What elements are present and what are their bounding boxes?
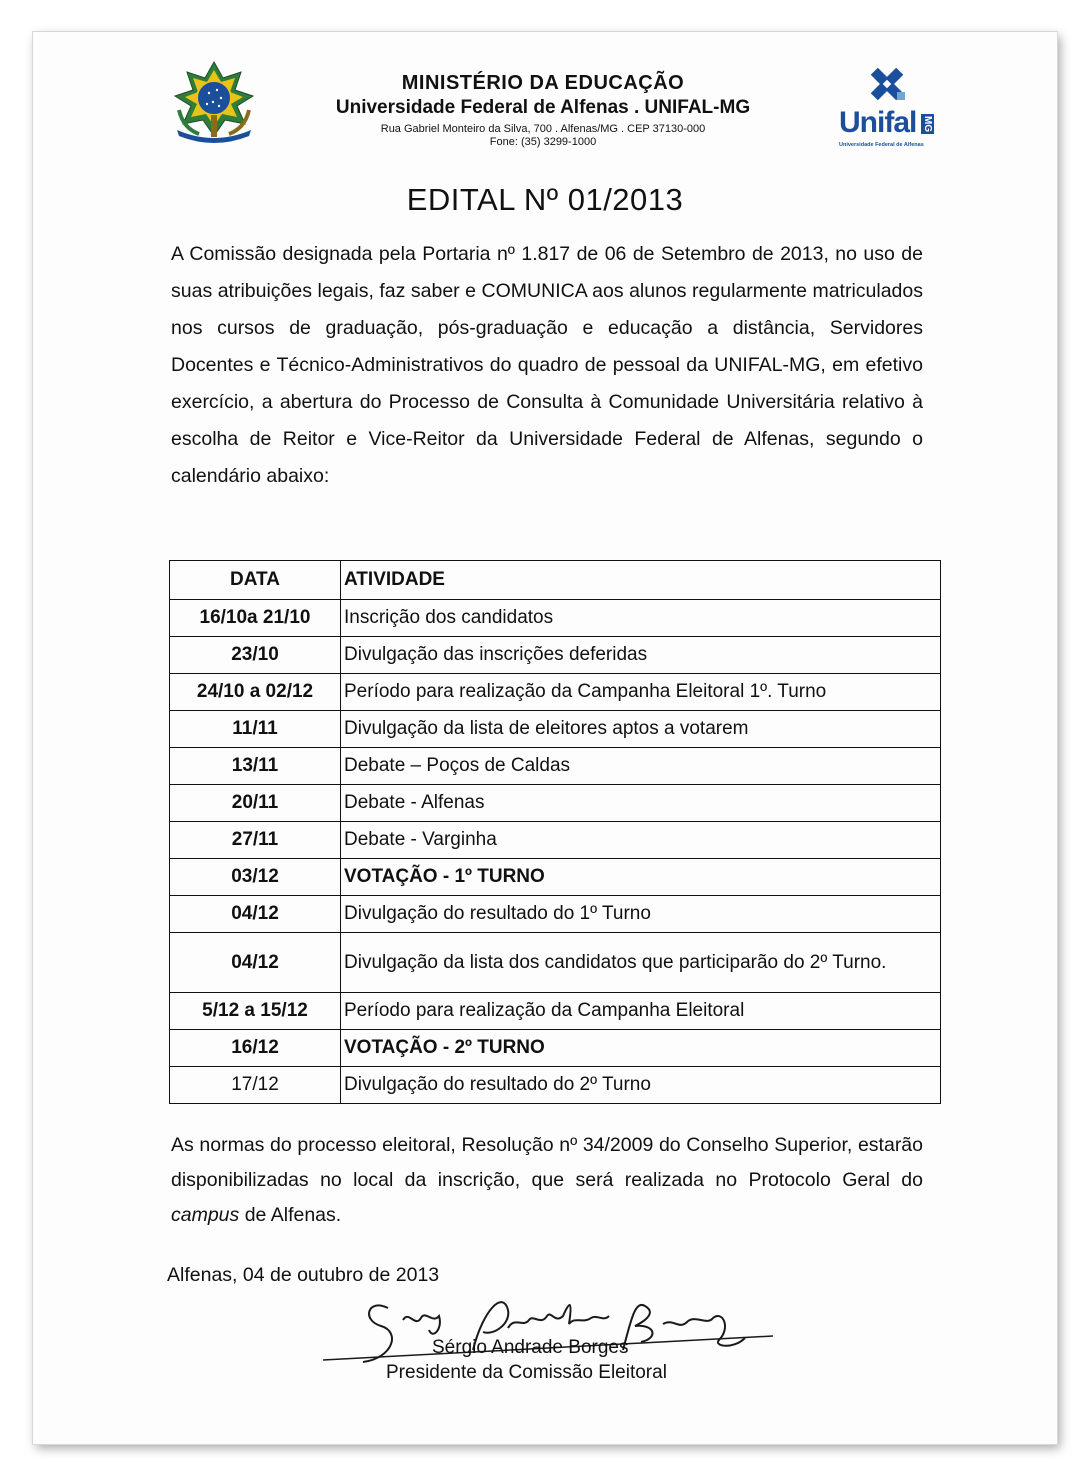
table-row bbox=[170, 674, 941, 711]
table-header-row bbox=[170, 561, 941, 600]
table-row bbox=[170, 637, 941, 674]
table-row bbox=[170, 822, 941, 859]
row-date: 16/12 bbox=[170, 1030, 341, 1067]
table-row bbox=[170, 896, 941, 933]
university-phone: Fone: (35) 3299-1000 bbox=[489, 136, 597, 148]
edital-title: EDITAL Nº 01/2013 bbox=[406, 182, 684, 217]
table-row bbox=[170, 859, 941, 896]
row-activity: Divulgação da lista dos candidatos que participarão do 2º Turno. bbox=[341, 933, 941, 993]
unifal-logo-subtitle: Universidade Federal de Alfenas bbox=[839, 142, 924, 148]
row-activity: VOTAÇÃO - 2º TURNO bbox=[341, 1030, 941, 1067]
row-activity: Divulgação da lista de eleitores aptos a votarem bbox=[341, 711, 941, 748]
unifal-logo-text: Unifal bbox=[839, 106, 917, 139]
table-row bbox=[170, 1067, 941, 1104]
closing-text-after: de Alfenas. bbox=[239, 1204, 342, 1226]
row-activity: Divulgação do resultado do 1º Turno bbox=[341, 896, 941, 933]
table-row bbox=[170, 711, 941, 748]
document-page bbox=[33, 32, 1057, 1444]
row-activity: Debate - Alfenas bbox=[341, 785, 941, 822]
row-activity: Divulgação das inscrições deferidas bbox=[341, 637, 941, 674]
unifal-logo-badge: MG bbox=[922, 116, 933, 133]
header-cell-activity: ATIVIDADE bbox=[341, 561, 941, 600]
unifal-cross-icon bbox=[835, 62, 945, 110]
signatory-name: Sérgio Andrade Borges bbox=[432, 1337, 629, 1358]
university-address: Rua Gabriel Monteiro da Silva, 700 . Alfenas/MG . CEP 37130-000 bbox=[380, 123, 706, 135]
row-activity: Debate - Varginha bbox=[341, 822, 941, 859]
row-date: 17/12 bbox=[170, 1067, 341, 1104]
signatory-role: Presidente da Comissão Eleitoral bbox=[386, 1362, 667, 1383]
row-date: 11/11 bbox=[170, 711, 341, 748]
row-activity: Período para realização da Campanha Eleitoral 1º. Turno bbox=[341, 674, 941, 711]
calendar-table bbox=[169, 560, 941, 1104]
row-date: 20/11 bbox=[170, 785, 341, 822]
table-row bbox=[170, 1030, 941, 1067]
row-date: 23/10 bbox=[170, 637, 341, 674]
row-date: 16/10a 21/10 bbox=[170, 600, 341, 637]
intro-paragraph: A Comissão designada pela Portaria nº 1.817 de 06 de Setembro de 2013, no uso de suas atribuições legais, faz saber e COMUNICA aos alunos regularmente matriculados nos cursos de graduação, pós-graduação e educação a distância, Servidores Docentes e Técnico-Administrativos do quadro de pessoal da UNIFAL-MG, em efetivo exercício, a abertura do Processo de Consulta à Comunidade Universitária relativo à escolha de Reitor e Vice-Reitor da Universidade Federal de Alfenas, segundo o calendário abaixo: bbox=[171, 243, 923, 487]
letterhead bbox=[33, 32, 1057, 172]
header-cell-date: DATA bbox=[170, 561, 341, 600]
table-row bbox=[170, 993, 941, 1030]
row-activity: Período para realização da Campanha Eleitoral bbox=[341, 993, 941, 1030]
university-name: Universidade Federal de Alfenas . UNIFAL-MG bbox=[335, 97, 751, 118]
row-date: 24/10 a 02/12 bbox=[170, 674, 341, 711]
row-activity: Inscrição dos candidatos bbox=[341, 600, 941, 637]
table-row bbox=[170, 748, 941, 785]
row-date: 04/12 bbox=[170, 933, 341, 993]
row-date: 27/11 bbox=[170, 822, 341, 859]
table-row bbox=[170, 785, 941, 822]
closing-text-before: As normas do processo eleitoral, Resolução nº 34/2009 do Conselho Superior, estarão disponibilizadas no local da inscrição, que será realizada no Protocolo Geral do bbox=[171, 1134, 923, 1191]
unifal-logo bbox=[835, 62, 945, 146]
coat-of-arms-icon bbox=[169, 60, 259, 146]
table-row bbox=[170, 933, 941, 993]
row-date: 13/11 bbox=[170, 748, 341, 785]
row-date: 04/12 bbox=[170, 896, 341, 933]
closing-paragraph bbox=[171, 1128, 923, 1233]
row-activity: Divulgação do resultado do 2º Turno bbox=[341, 1067, 941, 1104]
row-date: 5/12 a 15/12 bbox=[170, 993, 341, 1030]
row-activity: Debate – Poços de Caldas bbox=[341, 748, 941, 785]
table-row bbox=[170, 600, 941, 637]
place-date-line: Alfenas, 04 de outubro de 2013 bbox=[167, 1264, 440, 1286]
ministry-name: MINISTÉRIO DA EDUCAÇÃO bbox=[401, 72, 685, 94]
row-date: 03/12 bbox=[170, 859, 341, 896]
row-activity: VOTAÇÃO - 1º TURNO bbox=[341, 859, 941, 896]
closing-text-italic: campus bbox=[171, 1204, 240, 1226]
